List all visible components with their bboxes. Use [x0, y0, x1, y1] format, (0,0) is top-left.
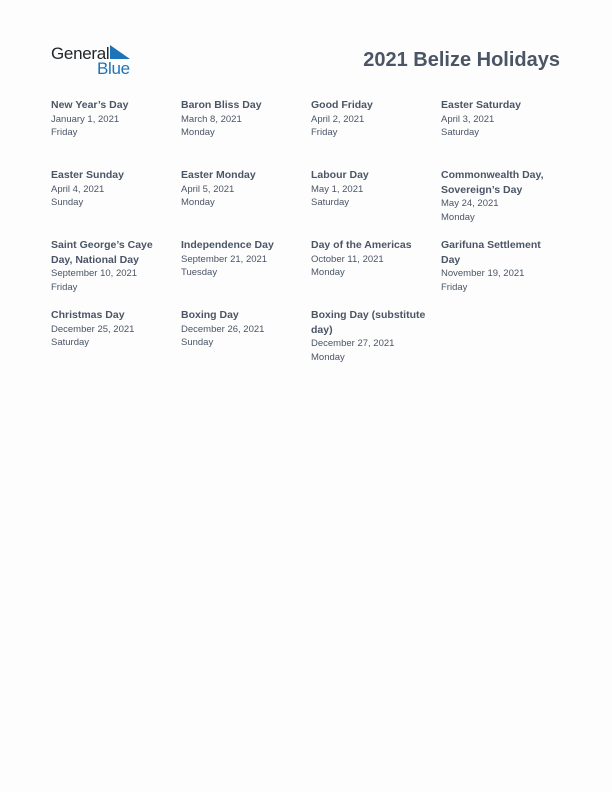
holiday-date: December 27, 2021 — [311, 338, 395, 349]
holiday-item — [181, 238, 299, 280]
holiday-name: Easter Saturday — [441, 99, 521, 111]
holiday-weekday: Sunday — [181, 337, 214, 348]
holiday-item — [181, 308, 299, 350]
holiday-item — [51, 308, 169, 350]
holiday-weekday: Friday — [441, 281, 468, 293]
holiday-item — [51, 98, 169, 140]
page-title: 2021 Belize Holidays — [363, 49, 560, 71]
holiday-weekday: Monday — [311, 267, 345, 278]
holiday-weekday: Friday — [51, 281, 78, 293]
holiday-item — [181, 98, 299, 140]
holiday-item — [181, 168, 299, 210]
holiday-name: Day of the Americas — [311, 239, 412, 251]
holiday-date: April 4, 2021 — [51, 183, 105, 195]
holiday-name: Good Friday — [311, 99, 373, 111]
holiday-date: December 25, 2021 — [51, 323, 135, 335]
logo-word-general: General — [51, 44, 110, 63]
holiday-date: September 21, 2021 — [181, 253, 268, 265]
holiday-date: March 8, 2021 — [181, 113, 242, 125]
holiday-weekday: Monday — [181, 197, 215, 208]
holiday-weekday: Sunday — [51, 197, 84, 208]
holiday-weekday: Friday — [51, 127, 78, 138]
holiday-date: November 19, 2021 — [441, 268, 525, 279]
holiday-item — [311, 98, 429, 140]
holiday-date: January 1, 2021 — [51, 113, 120, 125]
holiday-name: Independence Day — [181, 239, 274, 251]
holiday-row — [51, 98, 571, 168]
holiday-item — [311, 308, 429, 364]
holiday-weekday: Tuesday — [181, 267, 218, 278]
holiday-name: Baron Bliss Day — [181, 99, 262, 111]
holiday-name: Christmas Day — [51, 309, 125, 321]
holiday-name: Easter Sunday — [51, 169, 124, 181]
holiday-weekday: Friday — [311, 127, 338, 138]
holiday-name: Garifuna Settlement Day — [441, 239, 541, 266]
holiday-name: Commonwealth Day, Sovereign’s Day — [441, 169, 544, 196]
generalblue-logo — [51, 43, 141, 79]
holiday-item — [51, 238, 169, 294]
holiday-name: Boxing Day — [181, 309, 239, 321]
holiday-name: Boxing Day (substitute day) — [311, 309, 426, 336]
holiday-weekday: Saturday — [311, 197, 350, 208]
holiday-date: April 3, 2021 — [441, 113, 495, 125]
holiday-name: Labour Day — [311, 169, 369, 181]
holiday-item — [441, 168, 559, 224]
holiday-grid — [51, 98, 571, 378]
holiday-item — [311, 238, 429, 280]
holiday-weekday: Monday — [311, 351, 345, 363]
holiday-weekday: Saturday — [441, 127, 480, 138]
holiday-row — [51, 168, 571, 238]
holiday-date: April 2, 2021 — [311, 113, 365, 125]
holiday-date: May 24, 2021 — [441, 198, 499, 209]
holiday-item — [441, 238, 559, 294]
holiday-row — [51, 238, 571, 308]
holiday-date: December 26, 2021 — [181, 323, 265, 335]
logo-word-blue: Blue — [97, 59, 130, 78]
holiday-date: October 11, 2021 — [311, 253, 384, 265]
holiday-item — [311, 168, 429, 210]
holiday-date: May 1, 2021 — [311, 183, 364, 195]
holiday-name: Saint George’s Caye Day, National Day — [51, 239, 153, 266]
holiday-name: New Year’s Day — [51, 99, 129, 111]
holiday-row — [51, 308, 571, 378]
holiday-item — [441, 98, 559, 140]
holiday-item — [51, 168, 169, 210]
holiday-date: September 10, 2021 — [51, 268, 138, 279]
holiday-weekday: Saturday — [51, 337, 90, 348]
logo-triangle-icon — [110, 45, 130, 59]
holiday-name: Easter Monday — [181, 169, 256, 181]
holiday-weekday: Monday — [181, 127, 215, 138]
holiday-weekday: Monday — [441, 211, 475, 223]
holiday-date: April 5, 2021 — [181, 183, 235, 195]
